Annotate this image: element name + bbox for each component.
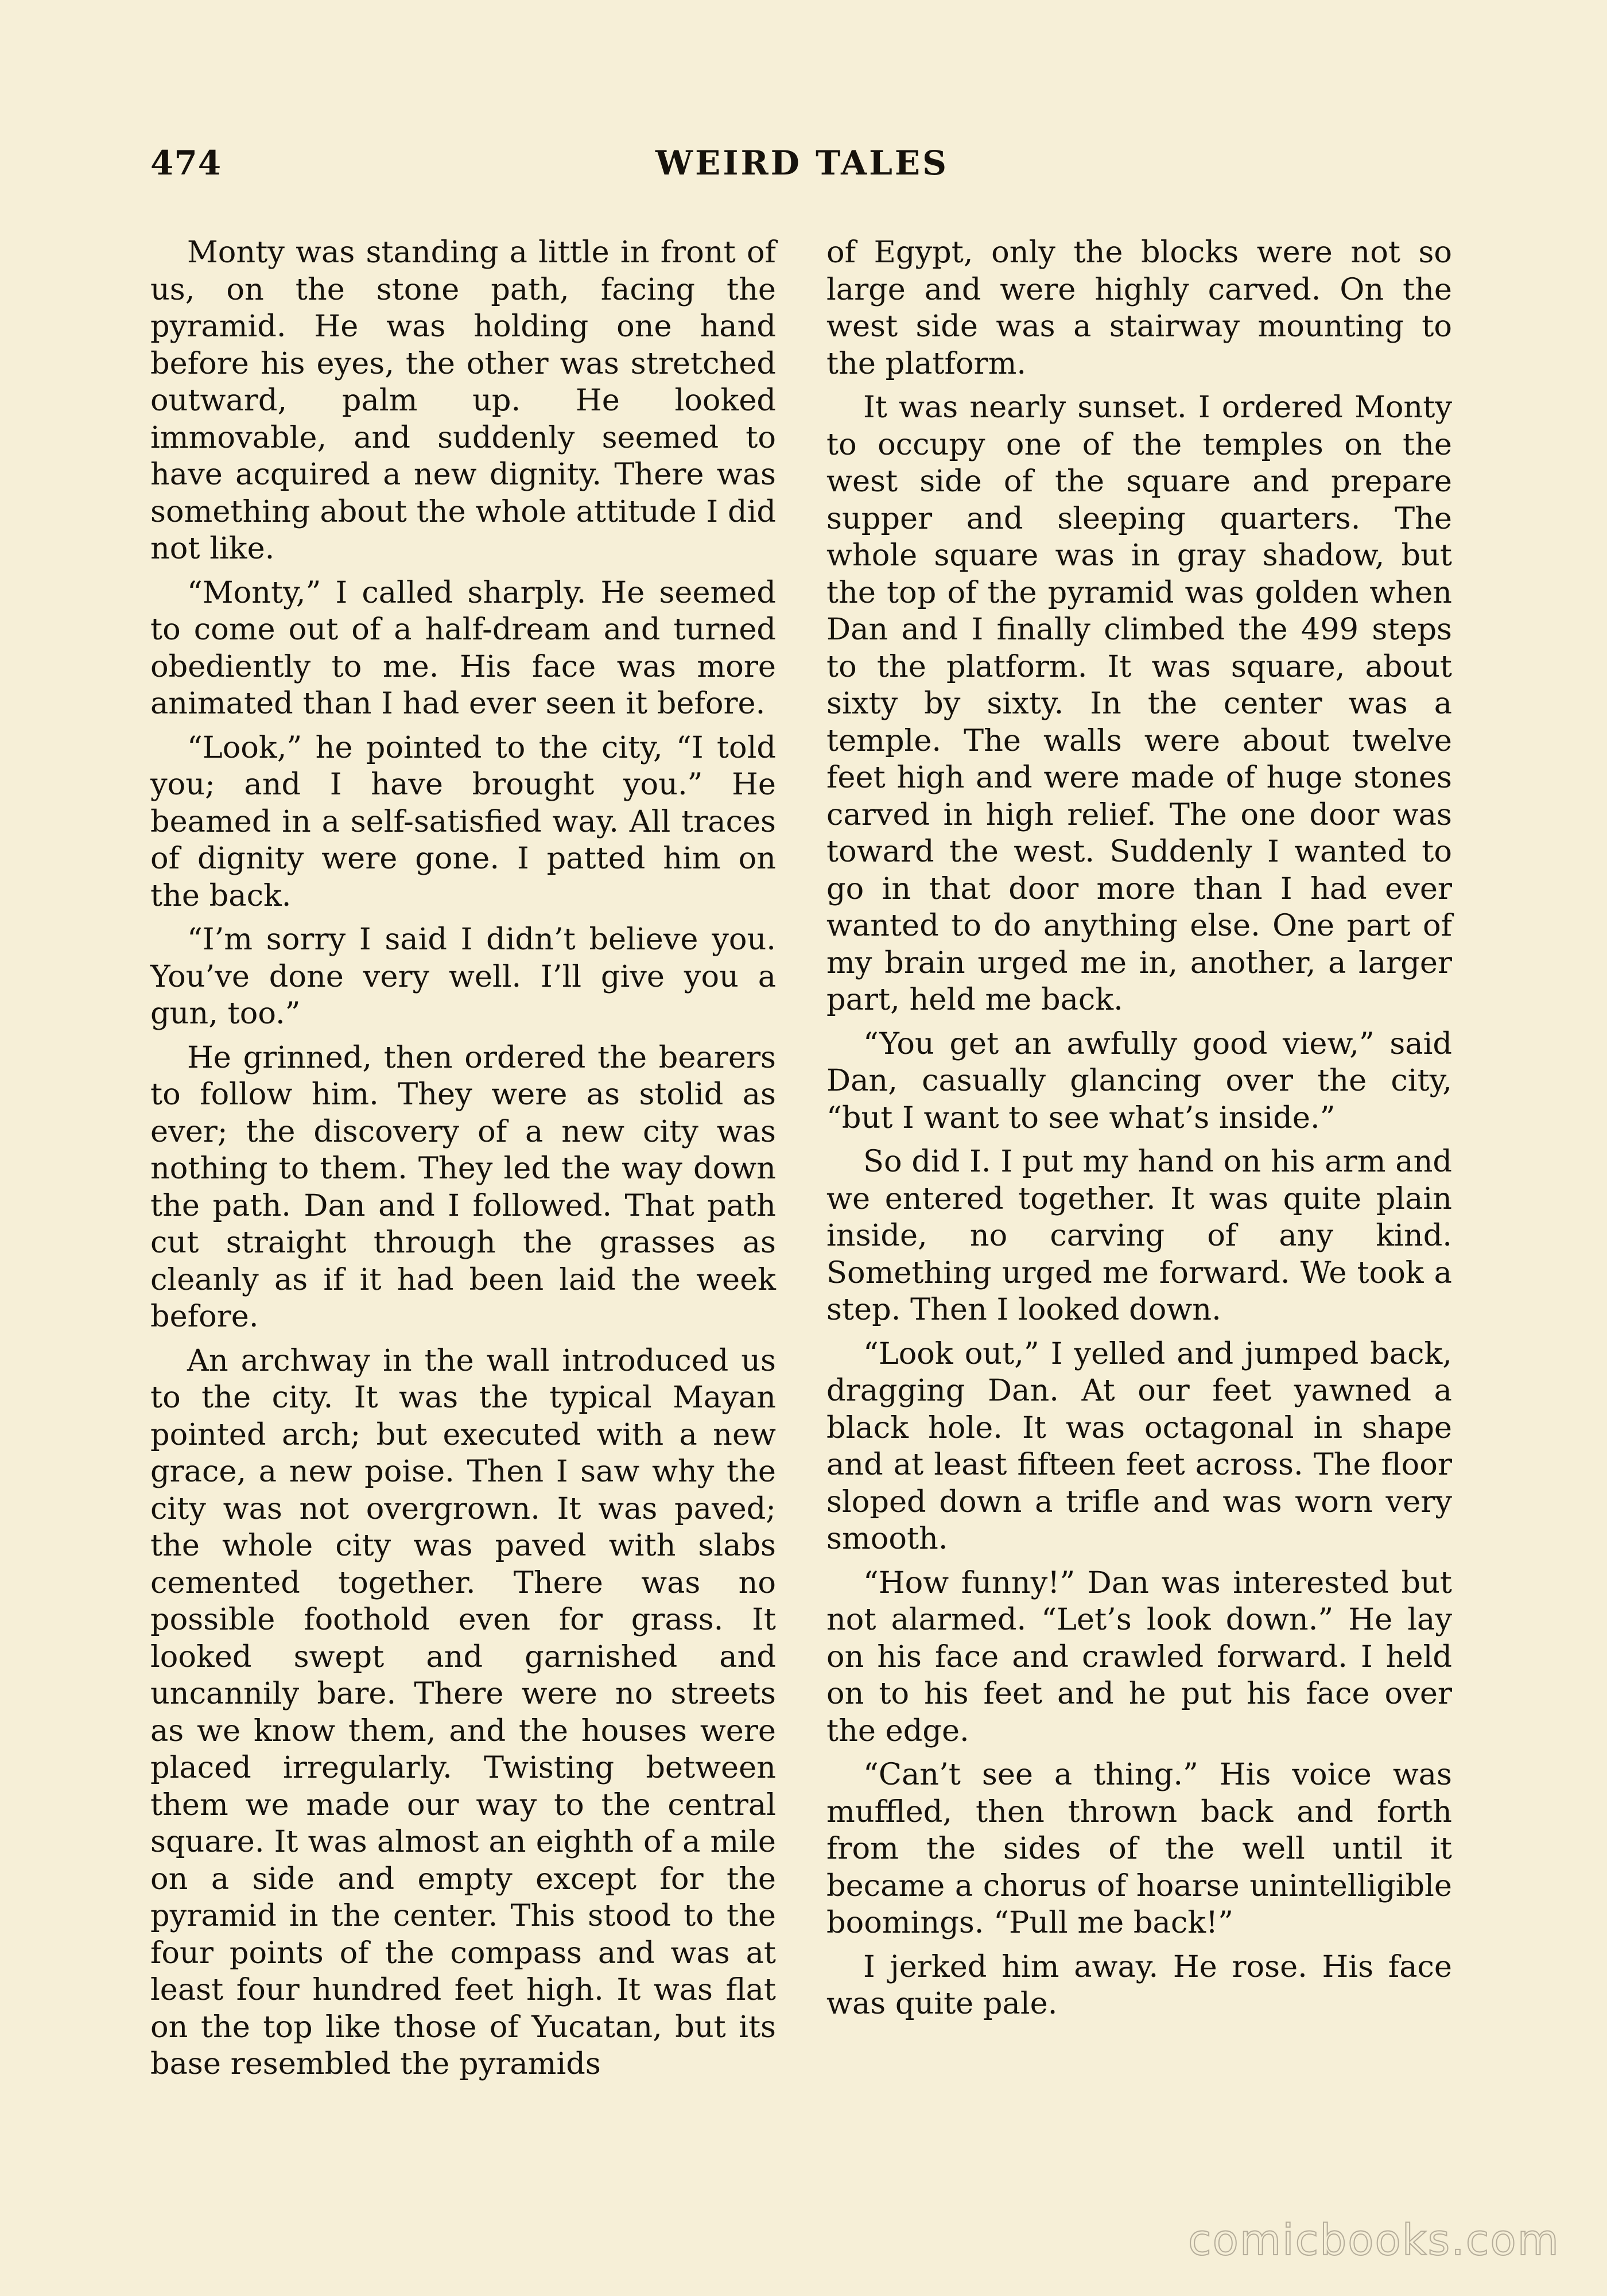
paragraph: An archway in the wall introduced us to the city. It was the typical Mayan pointed arch; but executed with a new grace, a new poise. Then I saw why the city was not overgrown. It was paved; the whole city was paved with slabs cemented together. There was no possible foothold even for grass. It looked swept and garnished and uncannily bare. There were no streets as we know them, and the houses were placed irregularly. Twisting between them we made our way to the central square. It was almost an eighth of a mile on a side and empty except for the pyramid in the center. This stood to the four points of the compass and was at least four hundred feet high. It was flat on the top like those of Yucatan, but its base resembled the pyramids [150,1343,776,2081]
paragraph: “Look out,” I yelled and jumped back, dragging Dan. At our feet yawned a black hole. It was octagonal in shape and at least fifteen feet across. The floor sloped down a trifle and was worn very smooth. [826,1336,1452,1556]
right-column [826,234,1452,2030]
watermark: comicbooks.com [1188,2216,1560,2265]
paragraph: He grinned, then ordered the bearers to follow him. They were as stolid as ever; the discovery of a new city was nothing to them. They led the way down the path. Dan and I followed. That path cut straight through the grasses as cleanly as if it had been laid the week before. [150,1040,776,1334]
paragraph: “You get an awfully good view,” said Dan, casually glancing over the city, “but I want to see what’s inside.” [826,1026,1452,1135]
paragraph: Monty was standing a little in front of us, on the stone path, facing the pyramid. He was holding one hand before his eyes, the other was stretched outward, palm up. He looked immovable, and suddenly seemed to have acquired a new dignity. There was something about the whole attitude I did not like. [150,235,776,566]
left-column [150,234,776,2090]
paragraph: So did I. I put my hand on his arm and we entered together. It was quite plain inside, no carving of any kind. Something urged me forward. We took a step. Then I looked down. [826,1144,1452,1327]
paragraph-continued: of Egypt, only the blocks were not so large and were highly carved. On the west side was a stairway mounting to the platform. [826,235,1452,381]
paragraph: “How funny!” Dan was interested but not alarmed. “Let’s look down.” He lay on his face and crawled forward. I held on to his feet and he put his face over the edge. [826,1565,1452,1748]
paragraph: It was nearly sunset. I ordered Monty to occupy one of the temples on the west side of the square and prepare supper and sleeping quarters. The whole square was in gray shadow, but the top of the pyramid was golden when Dan and I finally climbed the 499 steps to the platform. It was square, about sixty by sixty. In the center was a temple. The walls were about twelve feet high and were made of huge stones carved in high relief. The one door was toward the west. Suddenly I wanted to go in that door more than I had ever wanted to do anything else. One part of my brain urged me in, another, a larger part, held me back. [826,390,1452,1017]
paragraph: “Monty,” I called sharply. He seemed to come out of a half-dream and turned obediently to me. His face was more animated than I had ever seen it before. [150,575,776,721]
page-header [150,144,1449,195]
paragraph: “Can’t see a thing.” His voice was muffled, then thrown back and forth from the sides of the well until it became a chorus of hoarse unintelligible boomings. “Pull me back!” [826,1757,1452,1940]
paragraph: “I’m sorry I said I didn’t believe you. You’ve done very well. I’ll give you a gun, too.” [150,922,776,1031]
paragraph: I jerked him away. He rose. His face was quite pale. [826,1949,1452,2021]
running-head: WEIRD TALES [655,144,949,183]
page-number: 474 [150,144,222,183]
paragraph: “Look,” he pointed to the city, “I told you; and I have brought you.” He beamed in a self-satisfied way. All traces of dignity were gone. I patted him on the back. [150,730,776,913]
